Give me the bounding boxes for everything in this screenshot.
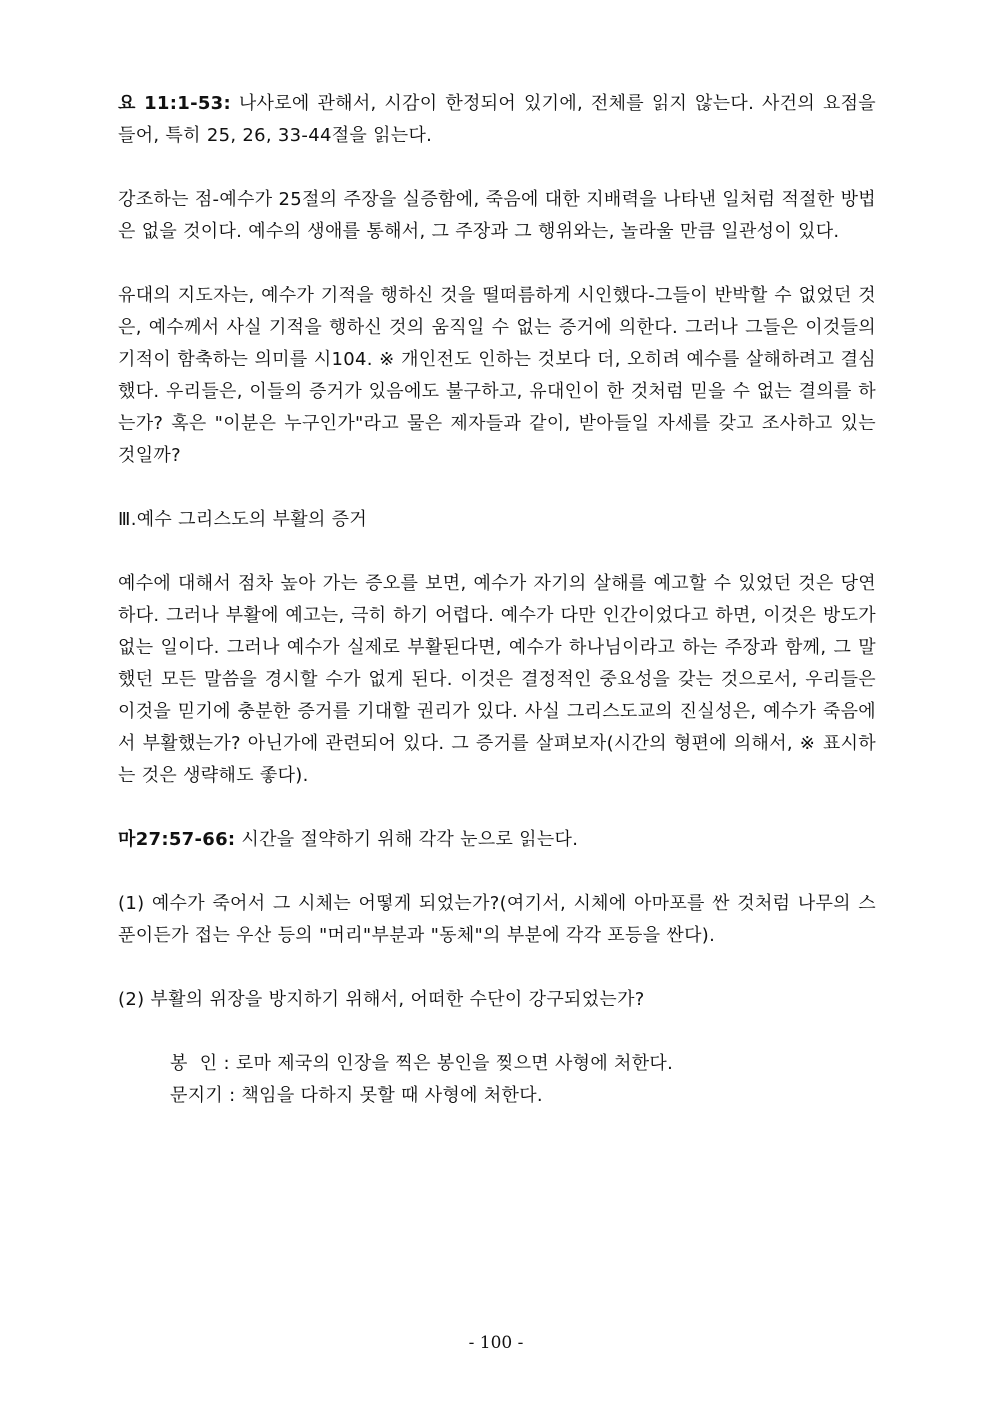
paragraph-text: 나사로에 관해서, 시감이 한정되어 있기에, 전체를 읽지 않는다. 사건의 요점을 들어, 특히 25, 26, 33-44절을 읽는다. <box>118 93 876 146</box>
scripture-reference: 마27:57-66: <box>118 829 236 850</box>
paragraph-matthew-27 <box>118 824 876 856</box>
document-body <box>118 88 876 1112</box>
page-number: - 100 - <box>468 1333 524 1353</box>
scripture-reference: 요 11:1-53: <box>118 93 231 114</box>
list-item-guard: 문지기 : 책임을 다하지 못할 때 사형에 처한다. <box>170 1085 543 1106</box>
paragraph-text: 시간을 절약하기 위해 각각 눈으로 읽는다. <box>235 829 579 850</box>
question-2: (2) 부활의 위장을 방지하기 위해서, 어떠한 수단이 강구되었는가? <box>118 989 645 1010</box>
paragraph-emphasis: 강조하는 점-예수가 25절의 주장을 실증함에, 죽음에 대한 지배력을 나타낸 일처럼 적절한 방법은 없을 것이다. 예수의 생애를 통해서, 그 주장과 그 행위와는, 놀라울 만큼 일관성이 있다. <box>118 189 876 242</box>
question-1: (1) 예수가 죽어서 그 시체는 어떻게 되었는가?(여기서, 시체에 아마포를 싼 것처럼 나무의 스푼이든가 접는 우산 등의 "머리"부분과 "동체"의 부분에 각각 포등을 싼다). <box>118 893 876 946</box>
paragraph-resurrection-intro: 예수에 대해서 점차 높아 가는 증오를 보면, 예수가 자기의 살해를 예고할 수 있었던 것은 당연하다. 그러나 부활에 예고는, 극히 하기 어렵다. 예수가 다만 인간이었다고 하면, 이것은 방도가 없는 일이다. 그러나 예수가 실제로 부활된다면, 예수가 하나님이라고 하는 주장과 함께, 그 말했던 모든 말씀을 경시할 수가 없게 된다. 이것은 결정적인 중요성을 갖는 것으로서, 우리들은 이것을 믿기에 충분한 증거를 기대할 권리가 있다. 사실 그리스도교의 진실성은, 예수가 죽음에서 부활했는가? 아닌가에 관련되어 있다. 그 증거를 살펴보자(시간의 형편에 의해서, ※ 표시하는 것은 생략해도 좋다). <box>118 573 876 786</box>
measures-list <box>118 1048 876 1112</box>
list-item-seal: 봉 인 : 로마 제국의 인장을 찍은 봉인을 찢으면 사형에 처한다. <box>170 1053 674 1074</box>
section-heading: Ⅲ.예수 그리스도의 부활의 증거 <box>118 509 368 530</box>
paragraph-john-11 <box>118 88 876 152</box>
paragraph-jewish-leaders: 유대의 지도자는, 예수가 기적을 행하신 것을 떨떠름하게 시인했다-그들이 반박할 수 없었던 것은, 예수께서 사실 기적을 행하신 것의 움직일 수 없는 증거에 의한다. 그러나 그들은 이것들의 기적이 함축하는 의미를 시104. ※ 개인전도 인하는 것보다 더, 오히려 예수를 살해하려고 결심했다. 우리들은, 이들의 증거가 있음에도 불구하고, 유대인이 한 것처럼 믿을 수 없는 결의를 하는가? 혹은 "이분은 누구인가"라고 물은 제자들과 같이, 받아들일 자세를 갖고 조사하고 있는 것일까? <box>118 285 876 466</box>
